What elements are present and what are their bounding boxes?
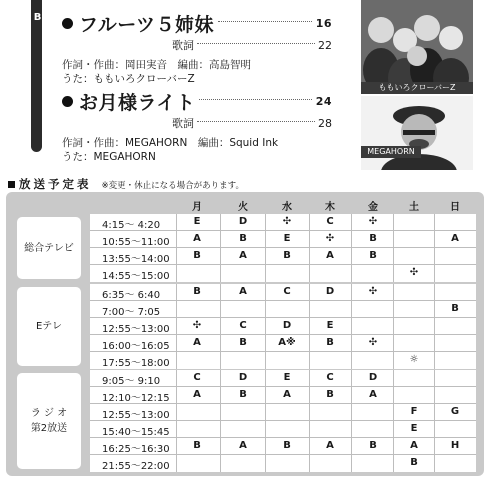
group-photo	[361, 0, 473, 94]
leader-dots	[199, 99, 311, 100]
schedule-cell: B	[239, 337, 247, 348]
page-number: 24	[315, 95, 332, 108]
schedule-cell: A	[326, 250, 334, 261]
schedule-cell: B	[239, 389, 247, 400]
schedule-cell: B	[239, 233, 247, 244]
time-slot: 15:40〜15:45	[102, 427, 170, 438]
schedule-cell: D	[238, 216, 248, 227]
schedule-title: 放送予定表	[19, 177, 92, 191]
schedule-cell: C	[239, 320, 247, 331]
schedule-cell: D	[325, 286, 335, 297]
schedule-cell: A	[410, 440, 418, 451]
schedule-cell: C	[326, 216, 334, 227]
time-slot: 17:55〜18:00	[102, 358, 170, 369]
schedule-cell: D	[282, 320, 292, 331]
leader-dots	[197, 121, 315, 122]
channel-label: 総合テレビ	[17, 217, 81, 279]
time-slot: 4:15〜 4:20	[102, 220, 161, 231]
schedule-cell: B	[283, 440, 291, 451]
page-number: 16	[315, 17, 332, 30]
credit-singer: うた：MEGAHORN	[62, 151, 156, 163]
channel-label-line: ラ ジ オ	[30, 408, 68, 419]
schedule-cell: C	[283, 286, 291, 297]
schedule-cell: D	[368, 372, 378, 383]
schedule-row	[90, 248, 476, 265]
channel-label	[17, 373, 81, 469]
time-slot: 10:55〜11:00	[102, 237, 170, 248]
leader-dots	[197, 43, 315, 44]
time-slot-list	[90, 370, 476, 472]
schedule-cell: A	[451, 233, 459, 244]
schedule-cell: ✣	[368, 286, 378, 297]
schedule-row	[90, 370, 476, 387]
schedule-cell: E	[410, 423, 418, 434]
lyrics-label: 歌詞	[172, 117, 194, 130]
schedule-cell: A※	[278, 337, 296, 348]
lyrics-page-number: 28	[318, 116, 332, 130]
day-header: 木	[325, 202, 335, 213]
credit-writers: 作詞・作曲：岡田実音 編曲：高島智明	[62, 59, 251, 71]
schedule-row	[90, 455, 476, 472]
schedule-row	[90, 404, 476, 421]
schedule-cell: A	[193, 389, 201, 400]
schedule-cell: ✣	[282, 216, 292, 227]
time-slot: 6:35〜 6:40	[102, 290, 161, 301]
schedule-cell: A	[239, 440, 247, 451]
schedule-cell: G	[450, 406, 460, 417]
schedule-cell: E	[283, 372, 291, 383]
day-header: 土	[409, 202, 419, 213]
time-slot: 16:25〜16:30	[102, 444, 170, 455]
schedule-cell: ✣	[368, 216, 378, 227]
artist-photo	[361, 96, 473, 170]
schedule-cell: B	[193, 250, 201, 261]
schedule-cell: ✣	[409, 267, 419, 278]
time-slot: 21:55〜22:00	[102, 461, 170, 472]
schedule-cell: ☼	[409, 354, 419, 365]
day-header: 金	[368, 202, 378, 213]
schedule-note: ※変更・休止になる場合があります。	[101, 181, 244, 191]
square-bullet-icon	[8, 181, 15, 188]
group-photo-image	[361, 0, 473, 94]
lyrics-label: 歌詞	[172, 39, 194, 52]
channel-label: Eテレ	[17, 287, 81, 366]
bullet-icon	[62, 96, 73, 107]
credit-writers: 作詞・作曲：MEGAHORN 編曲：Squid Ink	[62, 137, 279, 149]
day-header: 水	[282, 202, 292, 213]
lyrics-page-number: 22	[318, 38, 332, 52]
song-title[interactable]: お月様ライト	[79, 92, 196, 114]
song-title[interactable]: フルーツ５姉妹	[79, 14, 214, 36]
schedule-cell: A	[239, 250, 247, 261]
schedule-cell: B	[369, 233, 377, 244]
schedule-cell: B	[369, 250, 377, 261]
schedule-cell: A	[193, 337, 201, 348]
schedule-cell: B	[283, 250, 291, 261]
time-slot: 16:00〜16:05	[102, 341, 170, 352]
schedule-cell: B	[326, 389, 334, 400]
channel-group	[10, 214, 480, 282]
song-entry-2	[62, 88, 332, 164]
time-slot: 14:55〜15:00	[102, 271, 170, 282]
schedule-row	[90, 284, 476, 301]
day-header: 火	[238, 202, 248, 213]
credit-singer: うた：ももいろクローバーZ	[62, 73, 195, 85]
schedule-row	[90, 318, 476, 335]
time-slot: 12:55〜13:00	[102, 410, 170, 421]
schedule-row	[90, 352, 476, 369]
schedule-cell: A	[326, 440, 334, 451]
schedule-cell: E	[283, 233, 291, 244]
time-slot: 12:55〜13:00	[102, 324, 170, 335]
channel-group	[10, 284, 480, 369]
schedule-cell: D	[238, 372, 248, 383]
schedule-cell: A	[239, 286, 247, 297]
schedule-cell: C	[326, 372, 334, 383]
time-slot: 7:00〜 7:05	[102, 307, 161, 318]
schedule-row	[90, 335, 476, 352]
schedule-cell: E	[193, 216, 201, 227]
schedule-cell: B	[451, 303, 459, 314]
schedule-cell: A	[193, 233, 201, 244]
section-letter: B	[33, 12, 42, 23]
schedule-row	[90, 421, 476, 438]
song-entry-1	[62, 10, 332, 86]
artist-photo-image	[361, 96, 473, 170]
schedule-cell: H	[450, 440, 460, 451]
schedule-cell: E	[326, 320, 334, 331]
bullet-icon	[62, 18, 73, 29]
time-slot-list	[90, 214, 476, 282]
schedule-cell: B	[369, 440, 377, 451]
day-header: 日	[450, 202, 460, 213]
schedule-cell: A	[283, 389, 291, 400]
time-slot-list	[90, 284, 476, 369]
time-slot: 9:05〜 9:10	[102, 376, 161, 387]
schedule-row	[90, 265, 476, 282]
schedule-row	[90, 214, 476, 231]
schedule-row	[90, 231, 476, 248]
schedule-cell: B	[193, 286, 201, 297]
photo-caption: ももいろクローバーZ	[361, 82, 473, 94]
schedule-cell: A	[369, 389, 377, 400]
photo-caption: MEGAHORN	[361, 146, 421, 158]
schedule-cell: ✣	[368, 337, 378, 348]
time-slot: 13:55〜14:00	[102, 254, 170, 265]
schedule-header	[8, 176, 244, 192]
schedule-cell: ✣	[192, 320, 202, 331]
schedule-cell: B	[326, 337, 334, 348]
schedule-cell: F	[410, 406, 418, 417]
channel-group	[10, 370, 480, 472]
time-slot: 12:10〜12:15	[102, 393, 170, 404]
schedule-cell: B	[193, 440, 201, 451]
schedule-cell: C	[193, 372, 201, 383]
channel-label-line: 第2放送	[30, 423, 68, 434]
schedule-table	[6, 192, 484, 476]
schedule-cell: ✣	[325, 233, 335, 244]
schedule-row	[90, 301, 476, 318]
schedule-cell: B	[410, 457, 418, 468]
leader-dots	[218, 21, 312, 22]
schedule-row	[90, 438, 476, 455]
schedule-row	[90, 387, 476, 404]
day-header: 月	[192, 202, 202, 213]
